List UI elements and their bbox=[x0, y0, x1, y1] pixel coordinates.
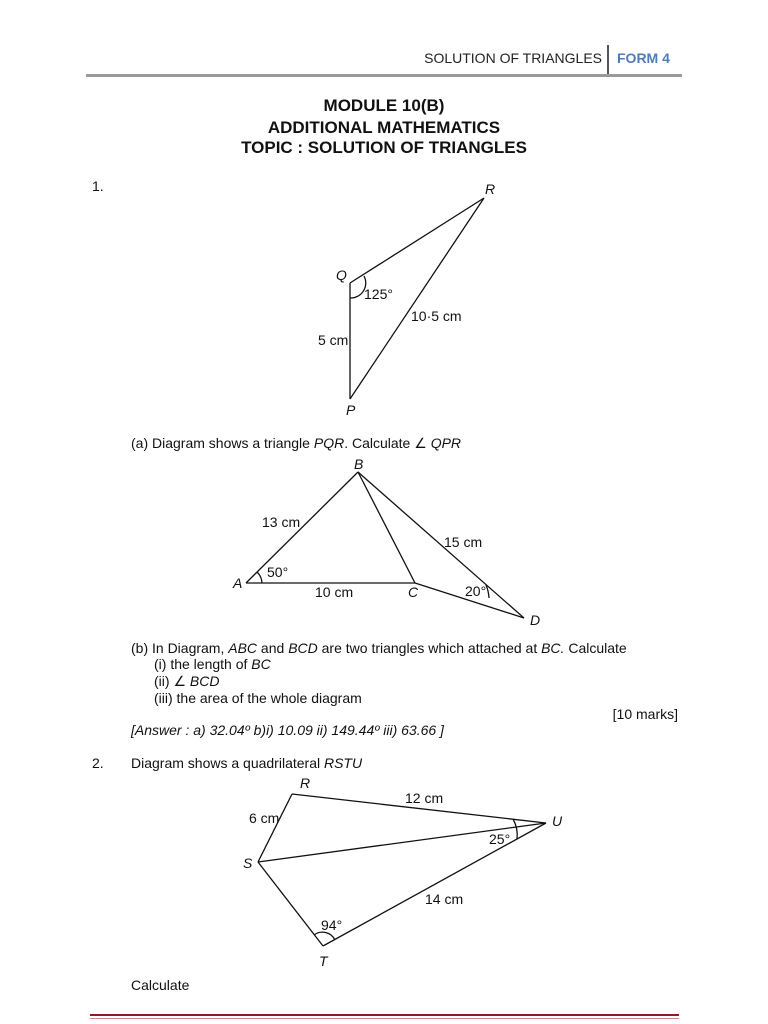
angle-a-label: 50° bbox=[267, 564, 289, 580]
vertex-c-label: C bbox=[408, 584, 419, 600]
angle-q-label: 125° bbox=[364, 286, 393, 302]
vertex-q-label: Q bbox=[336, 267, 347, 283]
part-b-ii: (ii) ∠ BCD bbox=[154, 673, 220, 689]
vertex-r-label: R bbox=[485, 181, 496, 197]
side-bc bbox=[358, 472, 415, 583]
side-ac-label: 10 cm bbox=[315, 584, 354, 600]
header-topic: SOLUTION OF TRIANGLES bbox=[424, 50, 602, 66]
side-pr-label: 10·5 cm bbox=[411, 308, 462, 324]
vertex-u-label: U bbox=[552, 813, 563, 829]
side-rs-label: 6 cm bbox=[249, 810, 280, 826]
vertex-d-label: D bbox=[530, 612, 541, 628]
marks-label: [10 marks] bbox=[612, 706, 678, 722]
side-ru-label: 12 cm bbox=[405, 790, 444, 806]
angle-arc-a bbox=[257, 572, 262, 583]
answer-text: [Answer : a) 32.04º b)i) 10.09 ii) 149.44º iii) 63.66 ] bbox=[131, 722, 444, 738]
part-a-text: (a) Diagram shows a triangle PQR. Calculate ∠ QPR bbox=[131, 435, 462, 451]
angle-t-label: 94° bbox=[321, 917, 343, 933]
vertex-p-label: P bbox=[346, 402, 356, 418]
quadrilateral-rstu bbox=[258, 794, 546, 946]
calculate-label: Calculate bbox=[131, 977, 190, 993]
module-title: MODULE 10(B) bbox=[323, 96, 445, 115]
vertex-s-label: S bbox=[243, 855, 253, 871]
side-bd-label: 15 cm bbox=[444, 534, 483, 550]
vertex-a-label: A bbox=[233, 575, 243, 591]
topic-title: TOPIC : SOLUTION OF TRIANGLES bbox=[241, 138, 527, 157]
side-bd bbox=[358, 472, 524, 618]
subject-title: ADDITIONAL MATHEMATICS bbox=[267, 118, 501, 137]
side-tu bbox=[323, 823, 546, 946]
side-tu-label: 14 cm bbox=[425, 891, 464, 907]
side-pq-label: 5 cm bbox=[318, 332, 349, 348]
vertex-t-label: T bbox=[319, 953, 328, 969]
vertex-b-label: B bbox=[354, 456, 364, 472]
footer-rule bbox=[90, 1014, 679, 1016]
part-b-i: (i) the length of BC bbox=[154, 656, 271, 672]
question-2-number: 2. bbox=[92, 755, 104, 771]
part-b-iii: (iii) the area of the whole diagram bbox=[154, 690, 362, 706]
footer-rule-thin bbox=[90, 1018, 679, 1019]
header-form: FORM 4 bbox=[617, 50, 670, 66]
side-st bbox=[258, 862, 323, 946]
vertex-r2-label: R bbox=[300, 775, 311, 791]
question-2-text: Diagram shows a quadrilateral RSTU bbox=[131, 755, 363, 771]
side-qr bbox=[350, 198, 484, 283]
part-b-text: (b) In Diagram, ABC and BCD are two triangles which attached at BC. Calculate bbox=[131, 640, 627, 656]
angle-d-label: 20° bbox=[465, 583, 487, 599]
side-rs bbox=[258, 794, 292, 862]
side-ab-label: 13 cm bbox=[262, 514, 301, 530]
angle-u-label: 25° bbox=[489, 831, 511, 847]
angle-arc-u bbox=[513, 819, 517, 839]
question-1-number: 1. bbox=[92, 178, 104, 194]
